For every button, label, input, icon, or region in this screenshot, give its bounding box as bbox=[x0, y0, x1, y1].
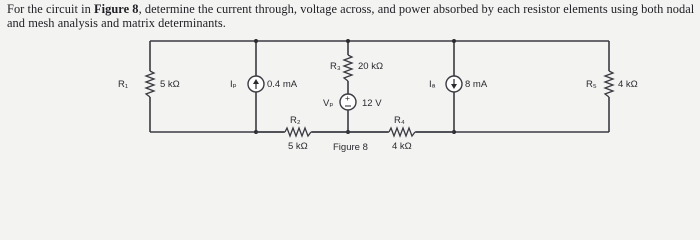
ip-name: Iₚ bbox=[230, 79, 237, 90]
resistor-r3 bbox=[330, 55, 383, 81]
figure-reference: Figure 8 bbox=[93, 2, 139, 16]
problem-text-rest: , determine the current through, voltage across, and power absorbed by each resistor elements using both nodal and mesh analysis and matrix determinants. bbox=[7, 2, 695, 30]
vp-name: Vₚ bbox=[323, 98, 334, 109]
r1-name: R₁ bbox=[118, 79, 129, 90]
resistor-r5 bbox=[586, 71, 638, 97]
vp-value: 12 V bbox=[362, 98, 382, 109]
resistor-r1 bbox=[118, 71, 180, 97]
problem-text-lead: For the circuit in bbox=[7, 2, 94, 16]
r2-name: R₂ bbox=[290, 115, 301, 126]
r2-value: 5 kΩ bbox=[288, 141, 308, 152]
r4-name: R₄ bbox=[394, 115, 405, 126]
circuit-wires bbox=[150, 41, 609, 132]
ip-value: 0.4 mA bbox=[267, 79, 298, 90]
figure-caption: Figure 8 bbox=[333, 142, 368, 153]
vp-plus-sign: + bbox=[345, 93, 350, 103]
node-dot bbox=[346, 39, 350, 43]
r1-value: 5 kΩ bbox=[160, 79, 180, 90]
current-source-ip bbox=[230, 76, 298, 92]
current-source-iq bbox=[429, 76, 488, 92]
r3-name: R₃ bbox=[330, 61, 341, 72]
node-dot bbox=[254, 39, 258, 43]
r5-name: R₅ bbox=[586, 79, 597, 90]
node-dot bbox=[452, 39, 456, 43]
r3-value: 20 kΩ bbox=[358, 61, 384, 72]
voltage-source-vp bbox=[323, 93, 382, 110]
iq-name: Iₐ bbox=[429, 79, 436, 90]
r5-value: 4 kΩ bbox=[618, 79, 638, 90]
r4-value: 4 kΩ bbox=[392, 141, 412, 152]
iq-value: 8 mA bbox=[465, 79, 488, 90]
